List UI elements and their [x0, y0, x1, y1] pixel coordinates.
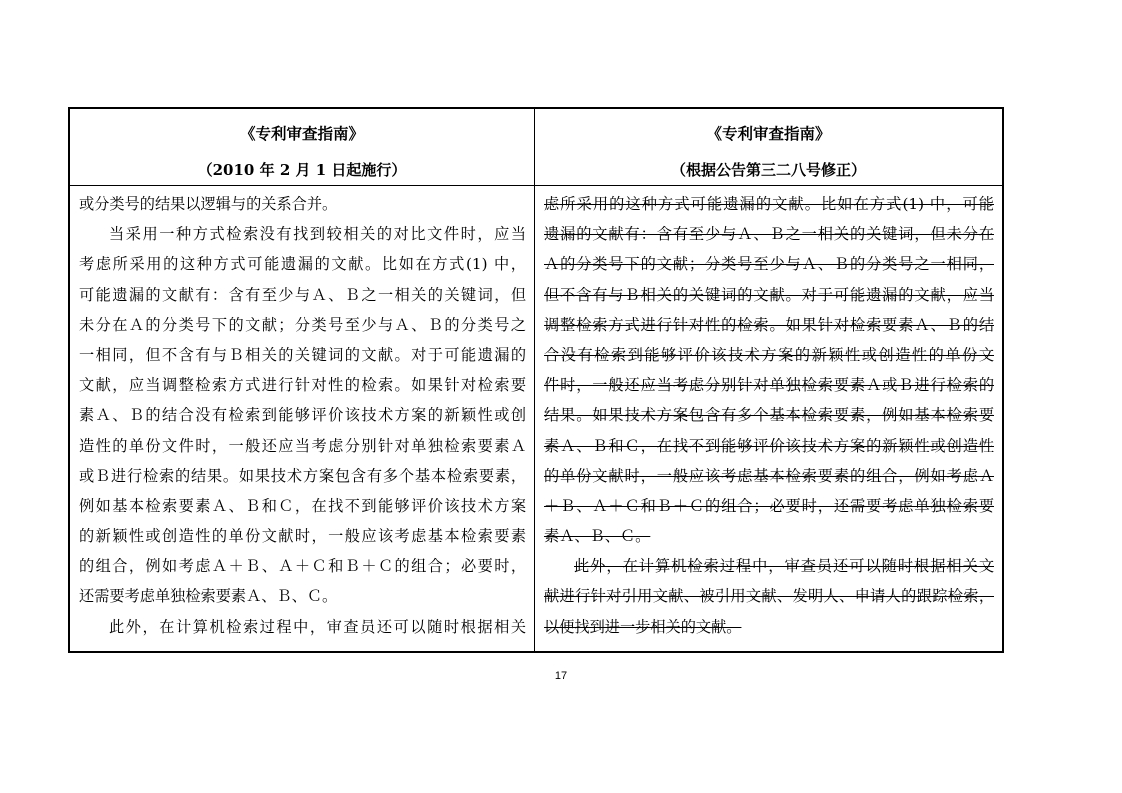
right-column-text-line: 遗漏的文献有：含有至少与Ａ、Ｂ之一相关的关键词，但未分在 — [544, 225, 994, 244]
right-column-text-line: 结果。如果技术方案包含有多个基本检索要素，例如基本检索要 — [544, 406, 994, 425]
right-column-text-line: Ａ的分类号下的文献；分类号至少与Ａ、Ｂ的分类号之一相同， — [544, 255, 994, 274]
left-column-text-line: 可能遗漏的文献有：含有至少与Ａ、Ｂ之一相关的关键词，但 — [79, 285, 526, 304]
right-column — [535, 109, 1002, 651]
right-column-title: 《专利审查指南》 — [706, 124, 831, 143]
left-column-text-line: 当采用一种方式检索没有找到较相关的对比文件时，应当 — [109, 225, 526, 244]
right-column-text-line: 调整检索方式进行针对性的检索。如果针对检索要素Ａ、Ｂ的结 — [544, 315, 994, 334]
right-column-text-line: 合没有检索到能够评价该技术方案的新颖性或创造性的单份文 — [544, 345, 994, 364]
left-column-text-line: 例如基本检索要素Ａ、Ｂ和Ｃ，在找不到能够评价该技术方案 — [79, 496, 526, 515]
right-column-body — [544, 189, 994, 642]
left-column-text-line: 未分在Ａ的分类号下的文献；分类号至少与Ａ、Ｂ的分类号之 — [79, 315, 526, 334]
left-column-text-line: 的组合，例如考虑Ａ＋Ｂ、Ａ＋Ｃ和Ｂ＋Ｃ的组合；必要时， — [79, 557, 526, 576]
right-column-text-line: 以便找到进一步相关的文献。 — [544, 617, 742, 636]
left-column-text-line: 造性的单份文件时，一般还应当考虑分别针对单独检索要素Ａ — [79, 436, 526, 455]
left-column-text-line: 或Ｂ进行检索的结果。如果技术方案包含有多个基本检索要素， — [79, 466, 526, 485]
left-column-body — [79, 189, 526, 642]
page-number: 17 — [554, 670, 568, 682]
left-column-text-line: 素Ａ、Ｂ的结合没有检索到能够评价该技术方案的新颖性或创 — [79, 406, 526, 425]
left-column-text-line: 还需要考虑单独检索要素Ａ、Ｂ、Ｃ。 — [79, 587, 338, 606]
left-column-text-line: 考虑所采用的这种方式可能遗漏的文献。比如在方式(1) 中， — [79, 255, 526, 274]
left-column-text-line: 或分类号的结果以逻辑与的关系合并。 — [79, 195, 338, 213]
right-column-text-line: 但不含有与Ｂ相关的关键词的文献。对于可能遗漏的文献，应当 — [544, 285, 994, 304]
right-column-subtitle: （根据公告第三二八号修正） — [670, 161, 866, 179]
left-column — [70, 109, 534, 651]
left-column-text-line: 此外，在计算机检索过程中，审查员还可以随时根据相关 — [109, 617, 526, 636]
right-column-text-line: 素Ａ、Ｂ和Ｃ，在找不到能够评价该技术方案的新颖性或创造性 — [544, 436, 994, 455]
left-column-text-line: 文献，应当调整检索方式进行针对性的检索。如果针对检索要 — [79, 376, 526, 395]
comparison-table — [68, 107, 1004, 653]
right-column-text-line: 件时，一般还应当考虑分别针对单独检索要素Ａ或Ｂ进行检索的 — [544, 376, 994, 395]
left-column-subtitle: （2010 年 2 月 1 日起施行） — [197, 161, 407, 179]
right-column-text-line: 献进行针对引用文献、被引用文献、发明人、申请人的跟踪检索， — [544, 587, 994, 606]
right-column-text-line: 虑所采用的这种方式可能遗漏的文献。比如在方式(1) 中，可能 — [544, 195, 994, 213]
left-column-text-line: 的新颖性或创造性的单份文献时，一般应该考虑基本检索要素 — [79, 527, 526, 546]
left-column-text-line: 一相同，但不含有与Ｂ相关的关键词的文献。对于可能遗漏的 — [79, 345, 526, 364]
left-column-title: 《专利审查指南》 — [239, 124, 364, 143]
right-column-text-line: 素Ａ、Ｂ、Ｃ。 — [544, 527, 651, 546]
right-column-text-line: 此外，在计算机检索过程中，审查员还可以随时根据相关文 — [574, 557, 994, 576]
right-column-text-line: 的单份文献时，一般应该考虑基本检索要素的组合，例如考虑Ａ — [544, 466, 994, 485]
right-column-text-line: ＋Ｂ、Ａ＋Ｃ和Ｂ＋Ｃ的组合；必要时，还需要考虑单独检索要 — [544, 496, 994, 515]
